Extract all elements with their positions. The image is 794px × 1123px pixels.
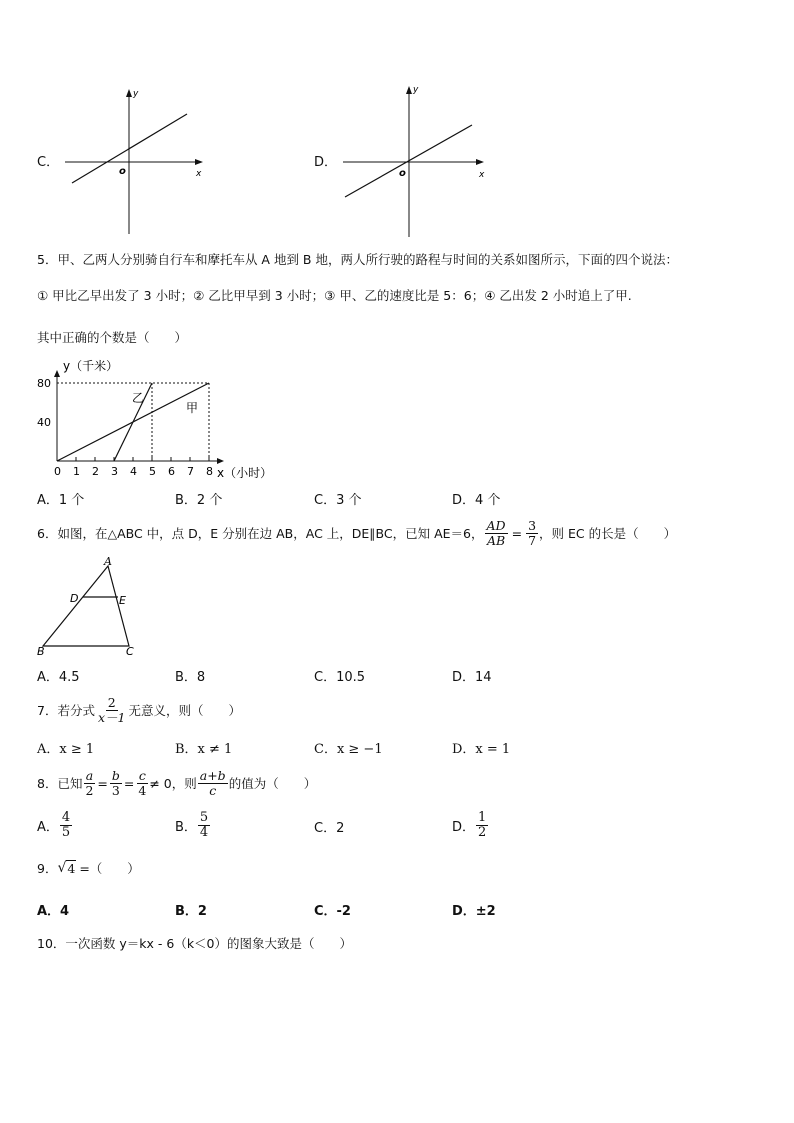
q7-option-a[interactable]: A．x ≥ 1 [37,742,95,757]
line-label-yi: 乙 [132,391,145,405]
option-fraction [60,811,72,839]
origin-label: o [399,168,406,179]
x-arrow-icon [217,458,224,464]
q7-stem [37,690,241,730]
q9-stem-post: =（ ） [79,861,140,876]
fraction-numerator: AD [486,518,506,534]
fraction-numerator: 2 [107,695,116,711]
fraction-denominator: 4 [138,782,147,798]
q6-option-c[interactable]: C．10.5 [314,670,366,685]
vertex-a-label: A [104,555,112,568]
q9-option-d[interactable]: D．±2 [452,904,496,919]
fraction-denominator: AB [486,532,506,548]
q10-stem: 10．一次函数 y＝kx - 6（k＜0）的图象大致是（ ） [37,936,353,951]
fraction-denominator: 3 [111,782,120,798]
q6-stem [37,514,676,552]
fraction-numerator: c [138,768,146,784]
q6-stem-a: 6．如图，在△ABC 中，点 D，E 分别在边 AB，AC 上，DE∥BC，已知 AE＝6， [37,526,484,541]
q6-triangle-diagram [33,554,143,658]
point-d-label: D [70,592,79,605]
x-tick-label: 6 [168,465,175,478]
q7-option-d[interactable]: D．x = 1 [452,742,511,757]
fraction-numerator: 4 [61,809,71,825]
option-d-label: D． [314,155,338,170]
fraction-denominator: 2 [85,782,94,798]
q9-option-a[interactable]: A．4 [37,904,70,919]
q8-fraction-c-4 [136,769,148,796]
triangle-abc [43,566,129,646]
x-axis-label: x（小时） [217,466,273,480]
q8-option-c[interactable]: C．2 [314,821,345,836]
q6-fraction-3-7 [526,519,538,546]
q8-stem-mid: ≠ 0，则 [149,776,197,791]
q8-option-a[interactable] [37,806,73,844]
q5-option-b[interactable]: B．2 个 [175,493,223,508]
fraction-numerator: a [85,768,94,784]
fraction-numerator: b [111,768,120,784]
q7-option-b[interactable]: B．x ≠ 1 [175,742,233,757]
graph-option-d [338,82,493,240]
line-label-jia: 甲 [186,401,199,415]
fraction-numerator: a+b [199,768,226,784]
q8-fraction-a-2 [83,769,95,796]
fraction-numerator: 1 [478,809,487,825]
sqrt-radicand: 4 [67,861,76,876]
x-tick-label: 0 [54,465,61,478]
q8-fraction-sum [198,769,228,796]
q6-option-a[interactable]: A．4.5 [37,670,80,685]
fraction-denominator: 4 [199,824,209,840]
option-letter: B． [175,819,197,835]
q5-distance-time-chart [30,352,290,487]
option-letter: D． [452,819,476,835]
q6-stem-b: ，则 EC 的长是（ ） [539,526,677,541]
option-c-label: C． [37,155,60,170]
q8-stem-post: 的值为（ ） [228,776,317,791]
q6-fraction-ad-ab [485,519,508,546]
q5-ask: 其中正确的个数是（ ） [37,330,188,345]
vertex-c-label: C [126,645,134,658]
fraction-denominator: x－1 [97,709,126,725]
fraction-numerator: 5 [199,809,209,825]
x-arrow-icon [195,159,203,165]
q9-option-b[interactable]: B．2 [175,904,207,919]
y-arrow-icon [406,86,412,94]
q9-option-c[interactable]: C．-2 [314,904,351,919]
q9-stem [37,856,140,880]
x-tick-label: 8 [206,465,213,478]
q5-option-c[interactable]: C．3 个 [314,493,362,508]
option-fraction [476,811,488,839]
fraction-denominator: 5 [61,824,71,840]
x-arrow-icon [476,159,484,165]
point-e-label: E [119,594,126,607]
q7-stem-pre: 7．若分式 [37,703,95,718]
y-axis-label: y [133,89,139,99]
x-tick-label: 5 [149,465,156,478]
y-axis-label: y（千米） [63,359,119,373]
q7-option-c[interactable]: C．x ≥ −1 [314,742,383,757]
option-fraction [198,811,210,839]
x-tick-label: 7 [187,465,194,478]
graph-option-c [60,86,210,236]
y-tick-label-80: 80 [37,377,51,390]
q5-option-d[interactable]: D．4 个 [452,493,501,508]
x-tick-label: 3 [111,465,118,478]
q5-stem: 5．甲、乙两人分别骑自行车和摩托车从 A 地到 B 地，两人所行驶的路程与时间的关系如图所示，下面的四个说法： [37,252,678,267]
q8-option-b[interactable] [175,806,211,844]
option-letter: A． [37,819,59,835]
fraction-denominator: c [209,782,217,798]
q8-option-d[interactable] [452,806,489,844]
y-arrow-icon [126,89,132,97]
q9-stem-pre: 9． [37,861,58,876]
y-arrow-icon [54,370,60,377]
x-axis-label: x [479,170,485,180]
q5-option-a[interactable]: A．1 个 [37,493,85,508]
x-tick-label: 2 [92,465,99,478]
equals-sign: = [511,525,523,541]
q8-stem-pre: 8．已知 [37,776,83,791]
fraction-denominator: 2 [478,824,487,840]
x-tick-label: 4 [130,465,137,478]
q7-fraction [96,696,128,723]
q8-fraction-b-3 [110,769,122,796]
x-tick-label: 1 [73,465,80,478]
vertex-b-label: B [37,645,45,658]
q7-stem-post: 无意义，则（ ） [128,703,241,718]
q6-option-d[interactable]: D．14 [452,670,492,685]
origin-label: o [119,166,126,177]
fraction-denominator: 7 [528,532,537,548]
fraction-numerator: 3 [528,518,537,534]
q8-stem: 8．已知 $\frac{a}{2}$ = $\frac{b}{3}$ = $\frac{c}{4}$ ≠ 0，则 $\frac{a+b}{c}$ 的值为（ ） [37,768,317,798]
sqrt-symbol: √ [57,860,67,876]
y-axis-label: y [413,85,419,95]
x-axis-label: x [196,169,202,179]
q6-option-b[interactable]: B．8 [175,670,206,685]
y-tick-label-40: 40 [37,416,51,429]
q5-statements: ① 甲比乙早出发了 3 小时；② 乙比甲早到 3 小时；③ 甲、乙的速度比是 5：6；④ 乙出发 2 小时追上了甲. [37,288,632,303]
